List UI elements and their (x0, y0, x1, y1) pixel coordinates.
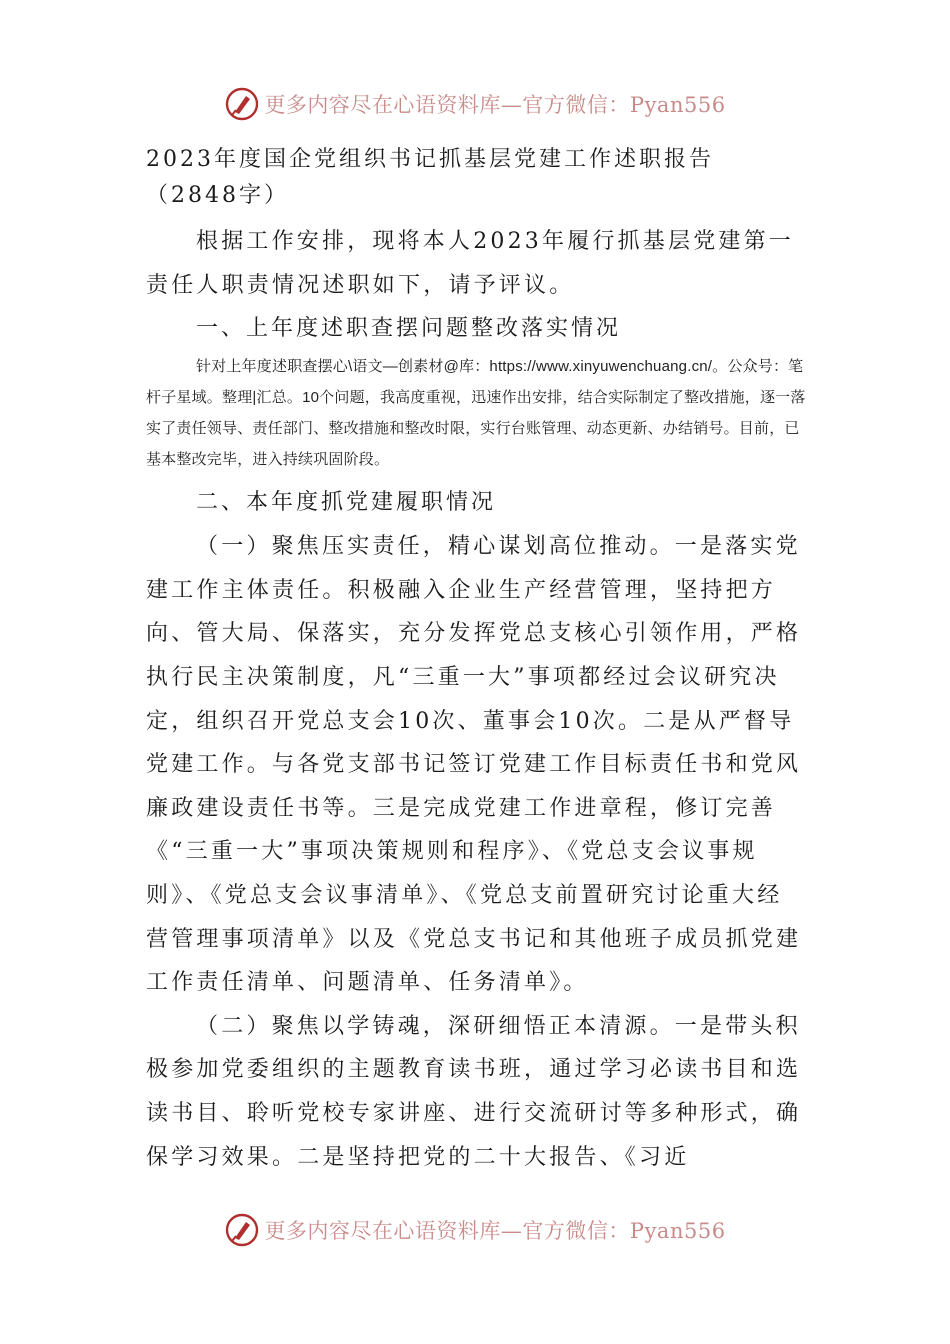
section-heading-2: 二、本年度抓党建履职情况 (196, 490, 497, 516)
section-heading-1: 一、上年度述职查摆问题整改落实情况 (196, 316, 622, 342)
header-watermark-banner (0, 84, 950, 124)
pen-nib-logo-icon (224, 86, 260, 122)
banner-text: 更多内容尽在心语资料库—官方微信：Pyan556 (264, 1219, 726, 1243)
footer-watermark-banner (0, 1210, 950, 1250)
banner-text: 更多内容尽在心语资料库—官方微信：Pyan556 (264, 93, 726, 117)
rectification-paragraph: 针对上年度述职查摆心\语文—创素材@库：https://www.xinyuwenchuang.cn/。公众号：笔杆子星域。整理|汇总。10个问题，我高度重视，迅速作出安排，结合实际制定了整改措施，逐一落实了责任领导、责任部门、整改措施和整改时限，实行台账管理、动态更新、办结销号。目前，已基本整改完毕，进入持续巩固阶段。 (146, 358, 806, 469)
intro-paragraph: 根据工作安排，现将本人2023年履行抓基层党建第一责任人职责情况述职如下，请予评议。 (146, 229, 794, 298)
document-body (146, 142, 806, 1179)
paragraph-responsibility: （一）聚焦压实责任，精心谋划高位推动。一是落实党建工作主体责任。积极融入企业生产经营管理，坚持把方向、管大局、保落实，充分发挥党总支核心引领作用，严格执行民主决策制度，凡“三重一大”事项都经过会议研究决定，组织召开党总支会10次、董事会10次。二是从严督导党建工作。与各党支部书记签订党建工作目标责任书和党风廉政建设责任书等。三是完成党建工作进章程，修订完善《“三重一大”事项决策规则和程序》、《党总支会议事规则》、《党总支会议事清单》、《党总支前置研究讨论重大经营管理事项清单》以及《党总支书记和其他班子成员抓党建工作责任清单、问题清单、任务清单》。 (146, 534, 802, 996)
paragraph-study: （二）聚焦以学铸魂，深研细悟正本清源。一是带头积极参加党委组织的主题教育读书班，通过学习必读书目和选读书目、聆听党校专家讲座、进行交流研讨等多种形式，确保学习效果。二是坚持把党的二十大报告、《习近 (146, 1013, 802, 1170)
pen-nib-logo-icon (224, 1212, 260, 1248)
document-title: 2023年度国企党组织书记抓基层党建工作述职报告（2848字） (146, 147, 714, 208)
